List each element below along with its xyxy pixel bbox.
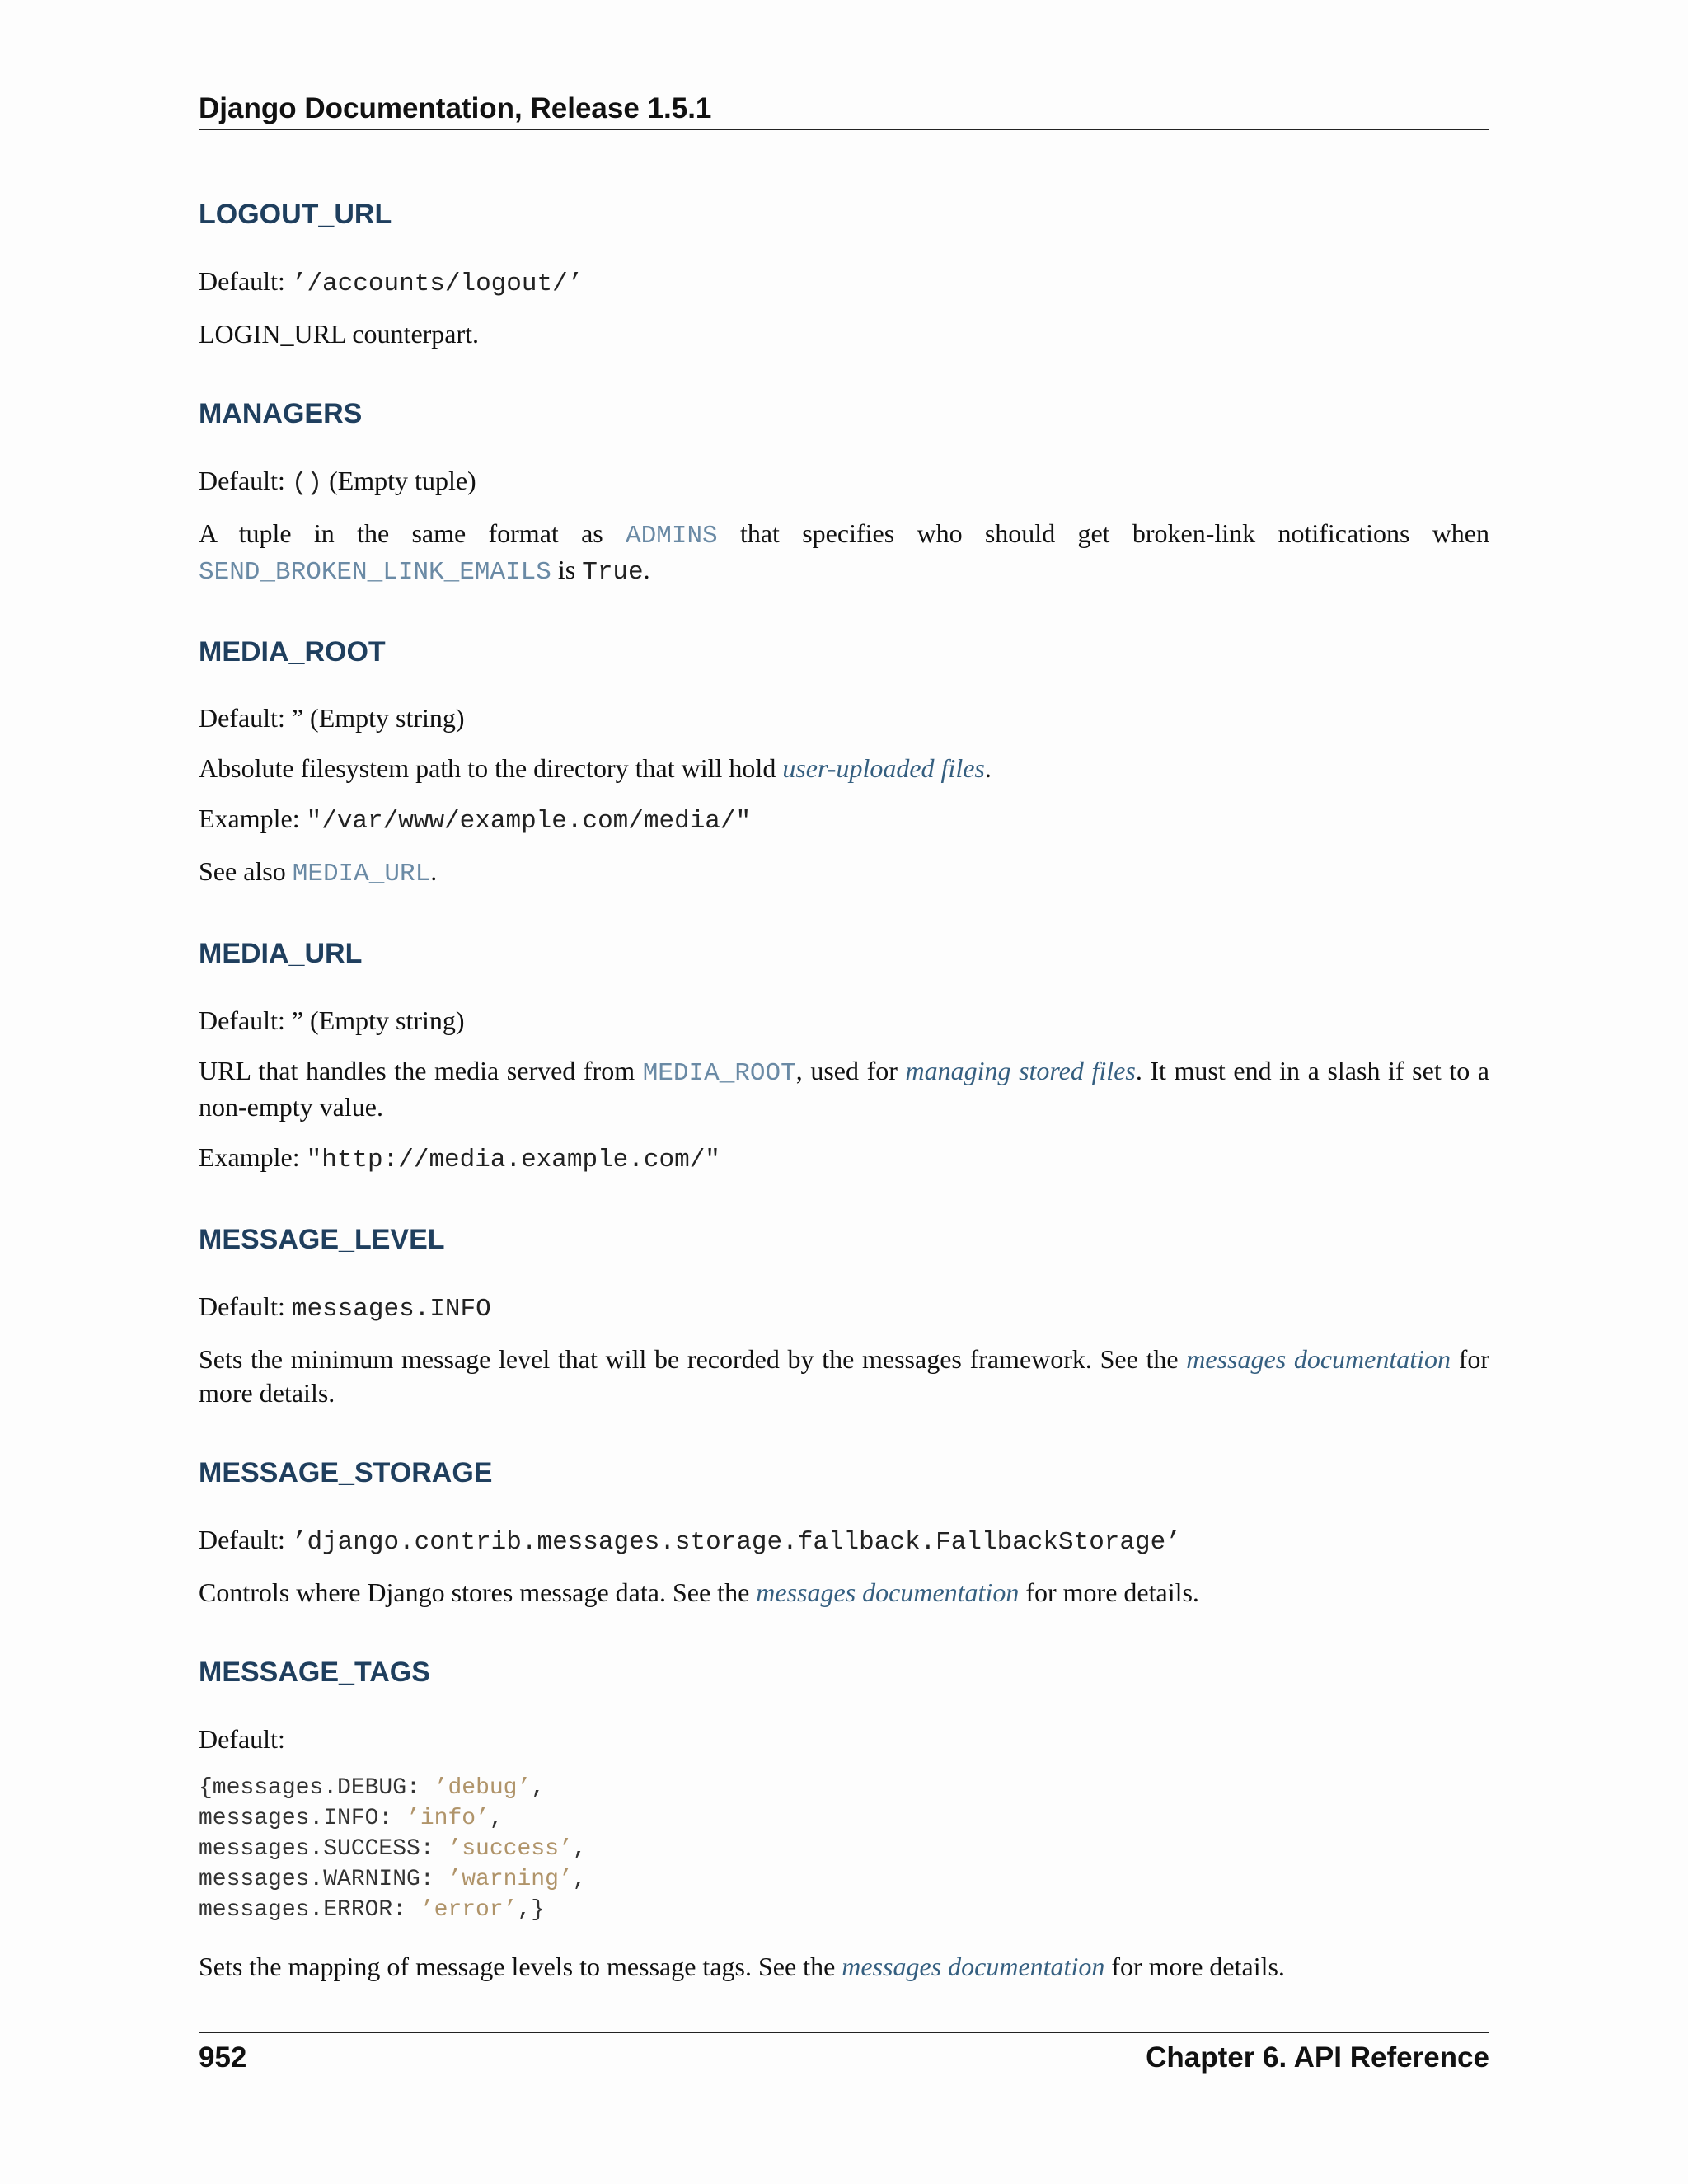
example-line: Example: "http://media.example.com/" bbox=[199, 1142, 720, 1175]
media-root-link[interactable]: MEDIA_ROOT bbox=[642, 1059, 796, 1089]
running-header: Django Documentation, Release 1.5.1 bbox=[199, 92, 1489, 130]
setting-title: MANAGERS bbox=[199, 397, 363, 429]
default-line: Default: ’/accounts/logout/’ bbox=[199, 265, 584, 298]
content bbox=[199, 198, 1489, 2030]
default-value: messages.INFO bbox=[291, 1294, 491, 1324]
messages-documentation-link[interactable]: messages documentation bbox=[842, 1951, 1105, 1981]
setting-title: MEDIA_URL bbox=[199, 938, 363, 970]
default-line: Default: () (Empty tuple) bbox=[199, 465, 476, 498]
description: LOGIN_URL counterpart. bbox=[199, 318, 480, 349]
see-also-line: See also MEDIA_URL. bbox=[199, 856, 438, 889]
default-line: Default: ” (Empty string) bbox=[199, 703, 465, 733]
code-block bbox=[199, 1773, 1489, 1925]
setting-title: MEDIA_ROOT bbox=[199, 635, 386, 668]
description: Controls where Django stores message data. See the messages documentation for more details. bbox=[199, 1577, 1199, 1607]
messages-documentation-link[interactable]: messages documentation bbox=[756, 1577, 1020, 1607]
description: URL that handles the media served from MEDIA_ROOT, used for managing stored files. It must end in a slash if set to a non-empty value. bbox=[199, 1056, 1490, 1122]
setting-title: MESSAGE_LEVEL bbox=[199, 1224, 445, 1256]
page-number: 952 bbox=[199, 2041, 247, 2074]
default-line: Default: messages.INFO bbox=[199, 1291, 491, 1324]
section-managers bbox=[199, 397, 1489, 589]
setting-title: LOGOUT_URL bbox=[199, 199, 392, 230]
setting-title: MESSAGE_STORAGE bbox=[199, 1456, 493, 1488]
running-footer bbox=[199, 2032, 1489, 2074]
admins-link[interactable]: ADMINS bbox=[626, 521, 718, 551]
code-line: messages.INFO: ’info’, bbox=[199, 1805, 504, 1831]
section-message-level bbox=[199, 1223, 1489, 1410]
code-line: {messages.DEBUG: ’debug’, bbox=[199, 1774, 546, 1801]
default-value: ” bbox=[291, 703, 304, 733]
description: Absolute filesystem path to the directory that will hold user-uploaded files. bbox=[199, 753, 992, 784]
description: A tuple in the same format as ADMINS that specifies who should get broken-link notifications when SEND_BROKEN_LINK_EMAILS is True. bbox=[199, 518, 1490, 587]
description: Sets the mapping of message levels to message tags. See the messages documentation for more details. bbox=[199, 1951, 1285, 1981]
description: Sets the minimum message level that will be recorded by the messages framework. See the messages documentation for more details. bbox=[199, 1343, 1490, 1408]
example-value: "/var/www/example.com/media/" bbox=[306, 807, 752, 837]
section-logout-url bbox=[199, 198, 1489, 351]
media-url-link[interactable]: MEDIA_URL bbox=[292, 860, 431, 889]
managing-stored-files-link[interactable]: managing stored files bbox=[905, 1056, 1136, 1086]
default-line: Default: ” (Empty string) bbox=[199, 1005, 465, 1036]
code-line: messages.ERROR: ’error’,} bbox=[199, 1896, 546, 1923]
messages-documentation-link[interactable]: messages documentation bbox=[1186, 1343, 1451, 1374]
default-value: () bbox=[291, 468, 323, 498]
default-line: Default: ’django.contrib.messages.storage.fallback.FallbackStorage’ bbox=[199, 1524, 1181, 1557]
chapter-title: Chapter 6. API Reference bbox=[1146, 2041, 1489, 2074]
section-message-tags bbox=[199, 1656, 1489, 1984]
code-line: messages.WARNING: ’warning’, bbox=[199, 1866, 587, 1892]
send-broken-link-emails-link[interactable]: SEND_BROKEN_LINK_EMAILS bbox=[199, 557, 551, 587]
default-value: ’/accounts/logout/’ bbox=[291, 269, 584, 298]
example-value: "http://media.example.com/" bbox=[306, 1146, 720, 1175]
code-line: messages.SUCCESS: ’success’, bbox=[199, 1835, 587, 1862]
section-message-storage bbox=[199, 1456, 1489, 1610]
user-uploaded-files-link[interactable]: user-uploaded files bbox=[782, 753, 985, 784]
section-media-root bbox=[199, 635, 1489, 892]
section-media-url bbox=[199, 937, 1489, 1177]
example-line: Example: "/var/www/example.com/media/" bbox=[199, 804, 752, 837]
default-value: ’django.contrib.messages.storage.fallback.FallbackStorage’ bbox=[291, 1527, 1181, 1557]
default-value: ” bbox=[291, 1005, 304, 1036]
default-line: Default: bbox=[199, 1723, 285, 1754]
setting-title: MESSAGE_TAGS bbox=[199, 1656, 430, 1688]
